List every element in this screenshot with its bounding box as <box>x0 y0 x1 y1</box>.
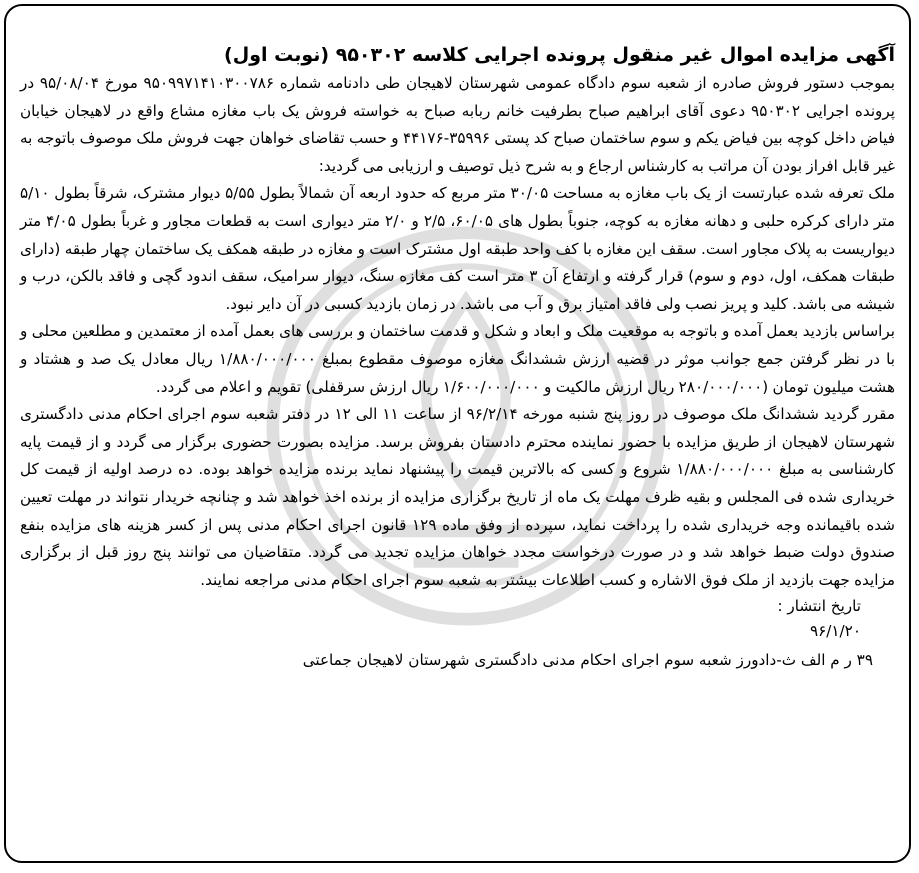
notice-footer: ۳۹ ر م الف ث-دادورز شعبه سوم اجرای احکام مدنی دادگستری شهرستان لاهیجان جماعتی <box>302 651 873 670</box>
notice-paragraph-auction: مقرر گردید ششدانگ ملک موصوف در روز پنج شنبه مورخه ۹۶/۲/۱۴ از ساعت ۱۱ الی ۱۲ در دفتر شعبه سوم اجرای احکام مدنی دادگستری شهرستان لاهیجان از طریق مزایده با حضور نماینده محترم دادستان بفروش برسد. مزایده بصورت حضوری برگزار می گردد و از قیمت پایه کارشناسی به مبلغ ۱/۸۸۰/۰۰۰/۰۰۰ شروع و کسی که بالاترین قیمت را پیشنهاد نماید برنده مزایده خواهد بوده. ده درصد اولیه از قیمت کل خریداری شده فی المجلس و بقیه ظرف مهلت یک ماه از تاریخ برگزاری مزایده از برنده اخذ خواهد شد و چنانچه خریدار نتواند در مهلت تعیین شده باقیمانده وجه خریداری شده را پرداخت نماید، سپرده از وفق ماده ۱۲۹ قانون اجرای احکام مدنی پس از کسر هزینه های مزایده بنفع صندوق دولت ضبط خواهد شد و در صورت درخواست مجدد خواهان مزایده تجدید می گردد. متقاضیان می توانند پنج روز قبل از برگزاری مزایده جهت بازدید از ملک فوق الاشاره و کسب اطلاعات بیشتر به شعبه سوم اجرای احکام مدنی مراجعه نمایند. <box>20 405 895 589</box>
notice-paragraph-intro: بموجب دستور فروش صادره از شعبه سوم دادگاه عمومی شهرستان لاهیجان طی دادنامه شماره ۹۵۰۹۹۷۱۴۱۰۳۰۰۷۸۶ مورخ ۹۵/۰۸/۰۴ در پرونده اجرایی ۹۵۰۳۰۲ دعوی آقای ابراهیم صباح بطرفیت خانم ربابه صباح به خواسته فروش یک باب مغازه مشاع واقع در لاهیجان خیابان فیاض داخل کوچه بین فیاض یکم و سوم ساختمان صباح کد پستی ۳۵۹۹۶-۴۴۱۷۶ و حسب تقاضای خواهان جهت فروش ملک موصوف باتوجه به غیر قابل افراز بودن آن مراتب به کارشناس ارجاع و به شرح ذیل توصیف و ارزیابی می گردید: <box>20 74 895 175</box>
publish-label: تاریخ انتشار : <box>777 597 861 616</box>
notice-frame <box>4 4 911 863</box>
notice-paragraph-valuation: براساس بازدید بعمل آمده و باتوجه به موقعیت ملک و ابعاد و شکل و قدمت ساختمان و بررسی های بعمل آمده از معتمدین و مطلعین محلی و با در نظر گرفتن جمع جوانب موثر در قضیه ارزش ششدانگ مغازه موصوف مقطوع بمبلغ ۱/۸۸۰/۰۰۰/۰۰۰ ریال معادل یک صد و هشتاد و هشت میلیون تومان (۲۸۰/۰۰۰/۰۰۰ ریال ارزش مالکیت و ۱/۶۰۰/۰۰۰/۰۰۰ ریال ارزش سرقفلی) تقویم و اعلام می گردد. <box>20 322 895 396</box>
notice-content <box>20 42 895 674</box>
publish-info <box>20 594 895 644</box>
publish-date: ۹۶/۱/۲۰ <box>809 622 861 641</box>
notice-title: آگهی مزایده اموال غیر منقول پرونده اجرایی کلاسه ۹۵۰۳۰۲ (نوبت اول) <box>224 44 895 66</box>
notice-paragraph-property: ملک تعرفه شده عبارتست از یک باب مغازه به مساحت ۳۰/۰۵ متر مربع که حدود اربعه آن شمالاً بطول ۵/۵۵ دیوار مشترک، شرقاً بطول ۵/۱۰ متر دارای کرکره حلبی و دهانه مغازه به کوچه، جنوباً بطول های ۶۰/۰۵، ۲/۵ و ۲/۰ متر دیواری است به قطعات مجاور و غرباً بطول ۴/۰۵ متر دیواریست به پلاک مجاور است. سقف این مغازه با کف واحد طبقه اول مشترک است و مغازه در طبقه همکف یک ساختمان چهار طبقه (دارای طبقات همکف، اول، دوم و سوم) قرار گرفته و ارتفاع آن ۳ متر است کف مغازه سنگ، دیوار سرامیک، سقف اندود گچی و فاقد بالکن، درب و شیشه می باشد. کلید و پریز نصب ولی فاقد امتیاز برق و آب می باشد. در زمان بازدید کسبی در آن دایر نبود. <box>20 184 896 313</box>
